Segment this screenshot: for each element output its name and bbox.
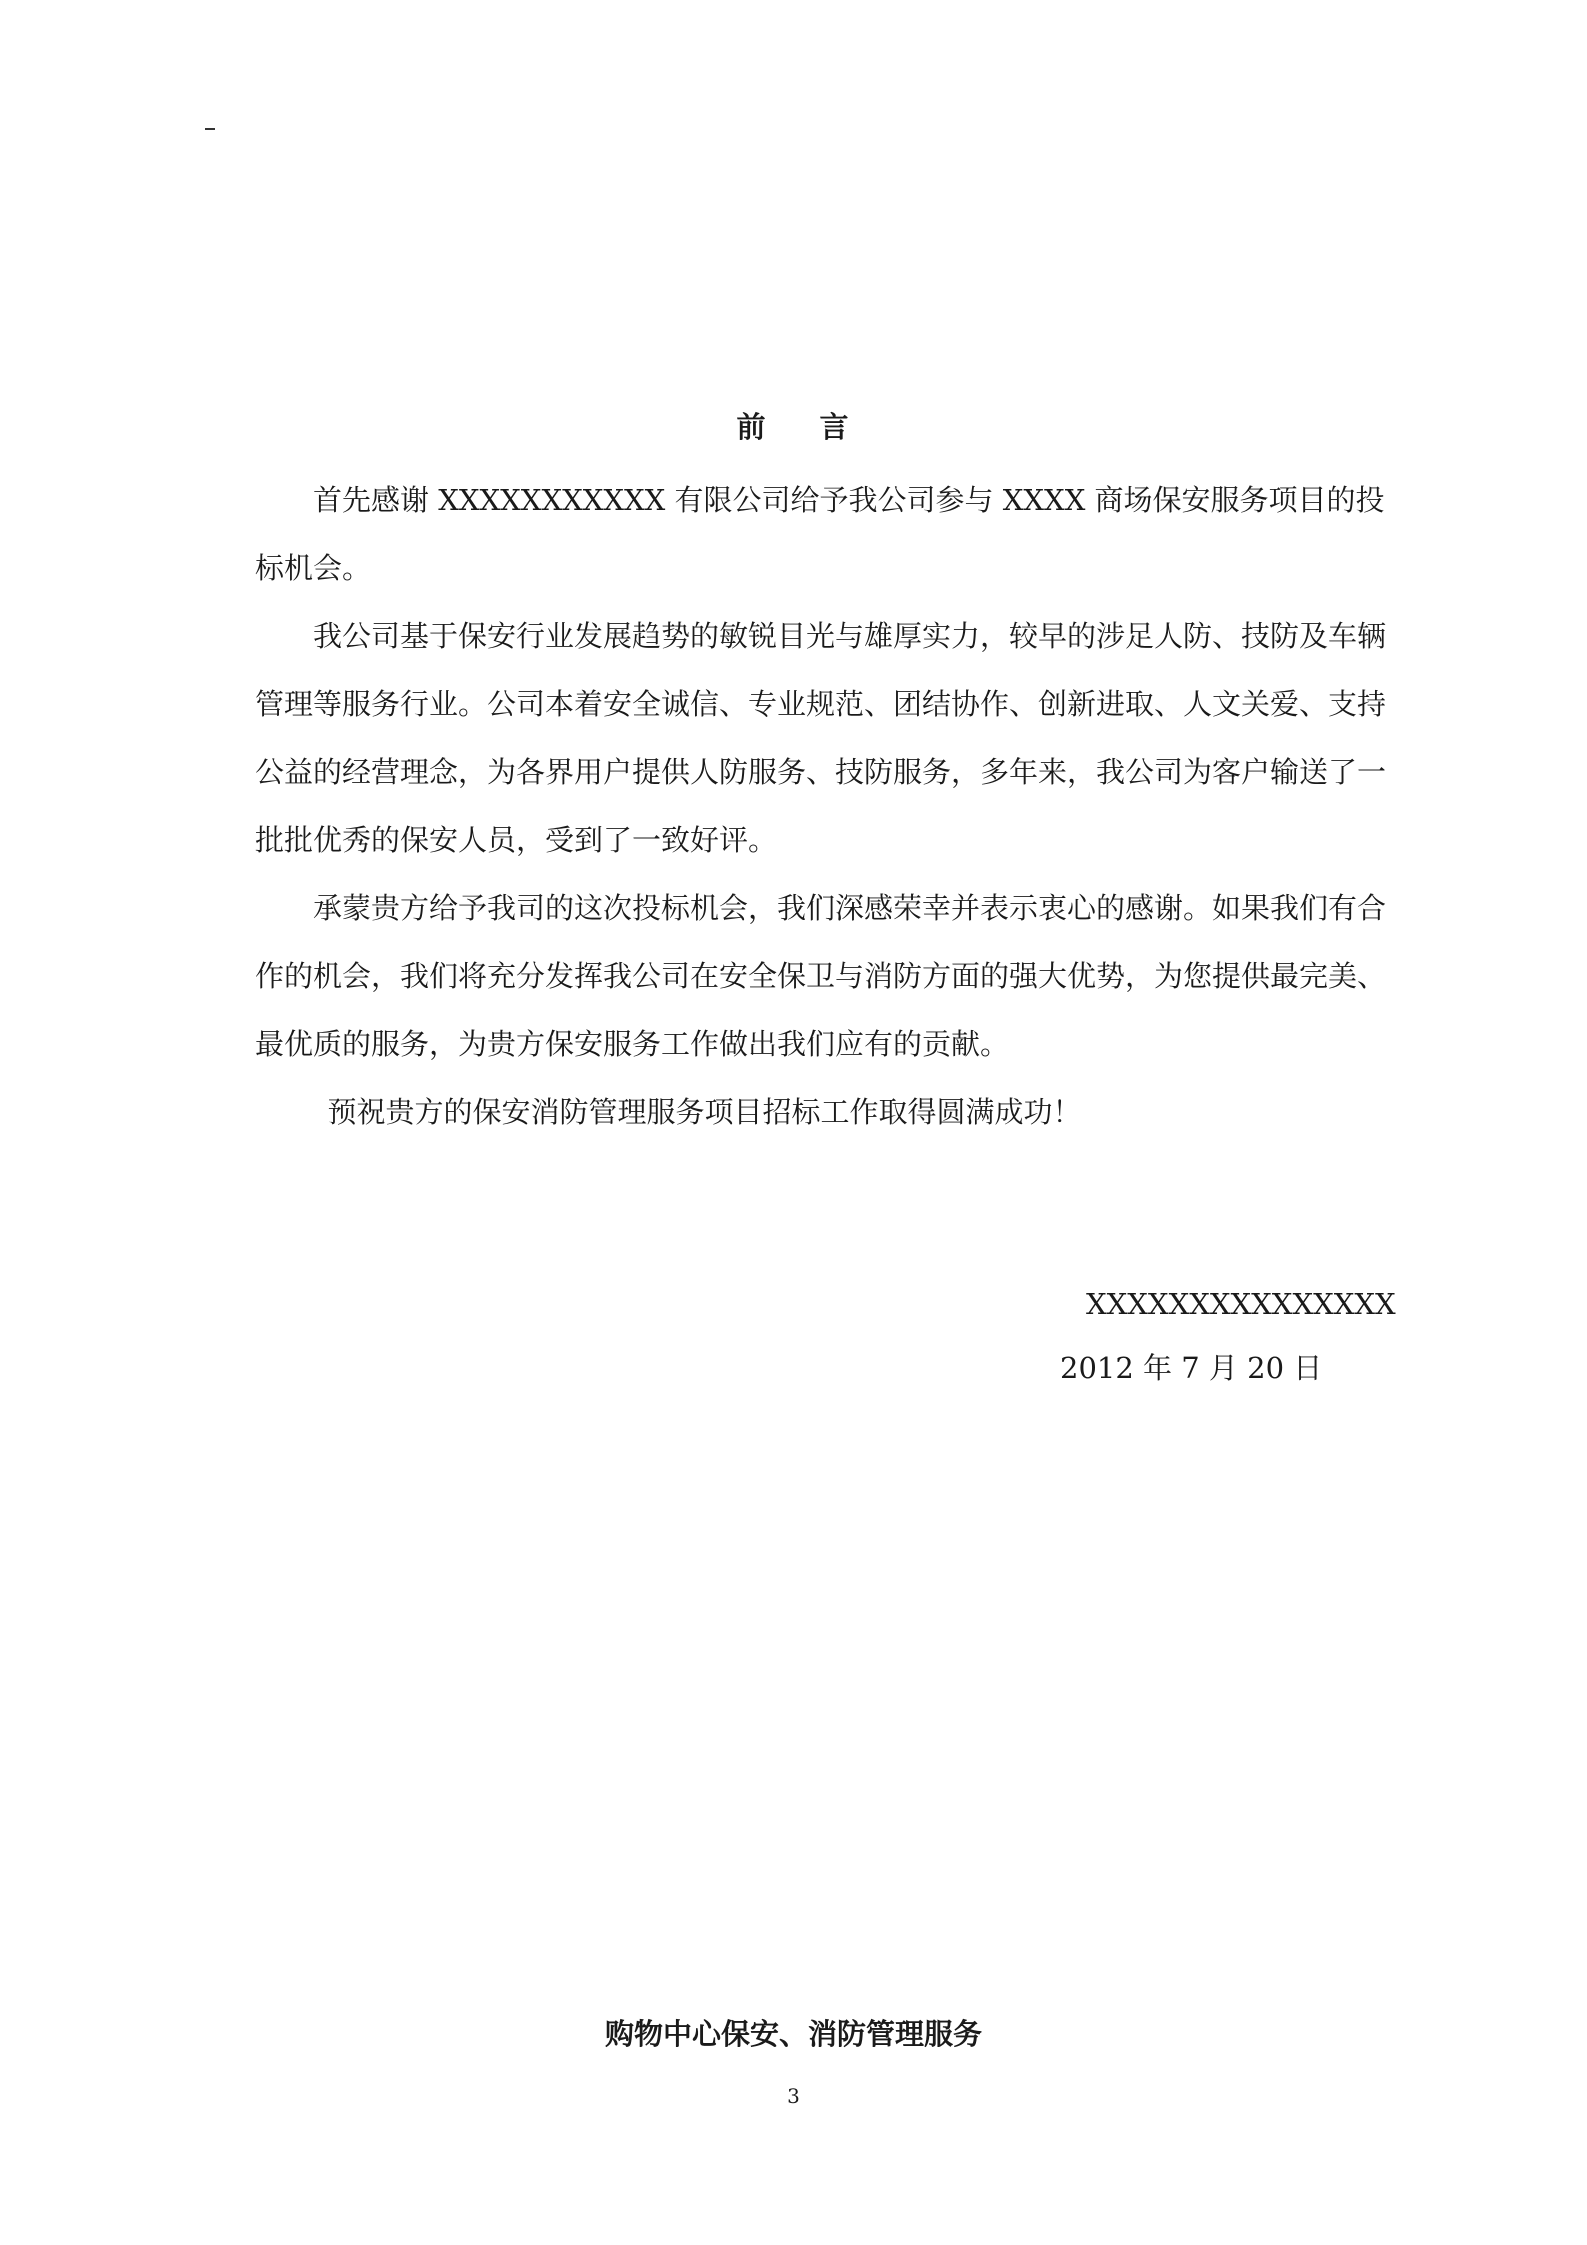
page-number: 3: [787, 2084, 800, 2108]
paragraph-gratitude: 承蒙贵方给予我司的这次投标机会，我们深感荣幸并表示衷心的感谢。如果我们有合作的机会，我们将充分发挥我公司在安全保卫与消防方面的强大优势，为您提供最完美、最优质的服务，为贵方保安服务工作做出我们应有的贡献。: [255, 891, 1387, 1061]
page-title: [0, 405, 1587, 446]
title-char-2: 言: [819, 410, 851, 444]
paragraph-company-intro: 我公司基于保安行业发展趋势的敏锐目光与雄厚实力，较早的涉足人防、技防及车辆管理等服务行业。公司本着安全诚信、专业规范、团结协作、创新进取、人文关爱、支持公益的经营理念，为各界用户提供人防服务、技防服务，多年来，我公司为客户输送了一批批优秀的保安人员，受到了一致好评。: [255, 619, 1387, 857]
paragraph-wish: 预祝贵方的保安消防管理服务项目招标工作取得圆满成功！: [327, 1095, 1082, 1129]
preface-body: [255, 466, 1390, 1146]
signature-block: [1060, 1272, 1396, 1400]
signature-date: 2012 年 7 月 20 日: [1060, 1351, 1323, 1385]
paragraph-thanks: 首先感谢 XXXXXXXXXXX 有限公司给予我公司参与 XXXX 商场保安服务项目的投标机会。: [255, 483, 1385, 585]
header-mark: [205, 128, 215, 130]
title-char-1: 前: [736, 410, 768, 444]
footer-title: 购物中心保安、消防管理服务: [604, 2017, 982, 2051]
signature-company: XXXXXXXXXXXXXXX: [1086, 1287, 1396, 1321]
